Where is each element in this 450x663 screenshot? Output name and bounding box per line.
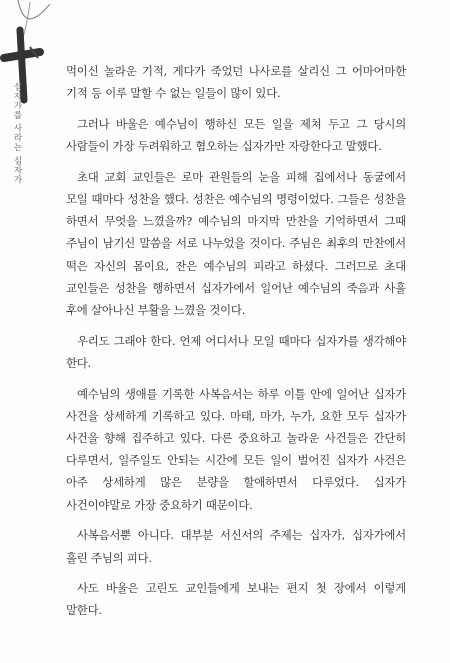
running-head: 십자가를 사라는 십자가: [12, 82, 22, 185]
paragraph: 먹이신 놀라운 기적, 게다가 죽었던 나사로를 살리신 그 어마어마한 기적 등 이루 말할 수 없는 일들이 많이 있다.: [66, 64, 406, 101]
paragraph: 사복음서뿐 아니다. 대부분 서신서의 주제는 십자가, 십자가에서 흘린 주님의 피다.: [66, 528, 406, 565]
paragraph: 그러나 바울은 예수님이 행하신 모든 일을 제쳐 두고 그 당시의 사람들이 가장 두려워하고 혐오하는 십자가만 자랑한다고 말했다.: [66, 116, 406, 154]
paragraph: 우리도 그래야 한다. 언제 어디서나 모일 때마다 십자가를 생각해야 한다.: [66, 333, 406, 370]
body-text: [66, 60, 406, 630]
paragraph: 사도 바울은 고린도 교인들에게 보내는 편지 첫 장에서 이렇게 말한다.: [66, 581, 406, 618]
cross-ornament-icon: [0, 0, 60, 110]
paragraph: 예수님의 생애를 기록한 사복음서는 하루 이틀 안에 일어난 십자가 사건을 상세하게 기록하고 있다. 마태, 마가, 누가, 요한 모두 십자가 사건을 향해 집주하고 있다. 다른 중요하고 놀라운 사건들은 간단히 다루면서, 일주일도 안되는 시간에 모든 일이 벌어진 십자가 사건은 아주 상세하게 많은 분량을 할애하면서 다루었다. 십자가 사건이야말로 가장 중요하기 때문이다.: [66, 386, 406, 512]
paragraph: 초대 교회 교인들은 로마 관원들의 눈을 피해 집에서나 동굴에서 모일 때마다 성찬을 했다. 성찬은 예수님의 명령이었다. 그들은 성찬을 하면서 무엇을 느꼈을까? 예수님의 마지막 만찬을 기억하면서 그때 주님이 남기신 말씀을 서로 나누었을 것이다. 주님은 최후의 만찬에서 떡은 자신의 몸이요, 잔은 예수님의 피라고 하셨다. 그러므로 초대 교인들은 성찬을 행하면서 십자가에서 일어난 예수님의 죽음과 사흘 후에 살아나신 부활을 느꼈을 것이다.: [66, 169, 406, 318]
